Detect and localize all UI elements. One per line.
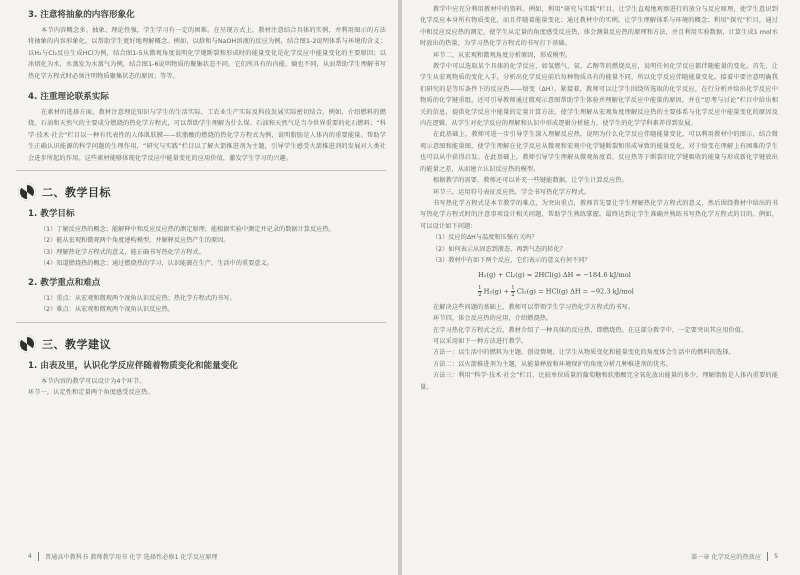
paragraph: 在学习热化学方程式之后，教材介绍了一种具体的反应热，即燃烧热。在这部分教学中，一定要突出其应用价值。 bbox=[433, 326, 748, 334]
divider bbox=[16, 170, 386, 171]
section-heading-goals bbox=[18, 181, 386, 203]
method-item: 方法一：以生活中的燃料为主题，创设情境，让学生从物质变化和能量变化的角度体会生活中的燃料的选择。 bbox=[433, 349, 735, 357]
method-item: 方法二：以火箭推进剂为主题，从能量释放和环境保护的角度分析几种推进剂的优劣。 bbox=[433, 360, 672, 368]
section-swirl-icon bbox=[18, 335, 36, 353]
paragraph: 教学中可以选取某个具体的化学反应，如氢燃气、氨、乙醇等的燃烧反应，说明任何化学反应都伴随能量的变化。首先，让学生从宏观物质的变化入手，分析出化学反应前后每种物质具有的能量不同，所以化学反应伴随能量变化。接着中要注意明确我们研究的是等压条件下的反应热——焓变（ΔH）。紧接着，教师可以让学生围绕所选取的化学反应，在行分析并给出化学反应中物质的化学键重组。还可引导教师通过微观示意图帮助学生体验并理解化学反应中能量的原因，并在“思考与讨论”栏目中给出相关的信息，提供化学反应中能量的定量计算方法，使学生理解从宏观角度理解反应热的主要体系与化学反应中能量变化的原因及内在逻辑，从学生对化学反应的理解和认识中形成逻辑分析能力，使学生的化学学科素养得到发展。 bbox=[420, 63, 778, 128]
footer-chapter: 第一章 化学反应的热效应 bbox=[691, 554, 762, 561]
footer-divider bbox=[38, 552, 39, 561]
left-page bbox=[0, 0, 398, 575]
question-item: （3）教材中有如下两个反应，它们表示的意义有何不同？ bbox=[432, 256, 591, 264]
question-item: （1）反应的ΔH与温度和压强有关吗？ bbox=[432, 234, 538, 242]
footer-right bbox=[691, 552, 778, 561]
goal-item: （2）能从宏观和微观两个角度建构模型，并解释反应热产生的原因。 bbox=[40, 237, 230, 245]
footer-divider bbox=[767, 552, 768, 561]
section-swirl-icon bbox=[18, 183, 36, 201]
page-number: 4 bbox=[28, 553, 32, 560]
fraction bbox=[478, 285, 482, 298]
goal-item: （1）了解反应热的概念；能解释中和反应反应热的测定原理，能根据实验中测定并记录的数据计算反应热。 bbox=[40, 226, 335, 234]
suggest-line: 本节内容的教学可以设计为4个环节。 bbox=[41, 377, 146, 385]
key-item: （1）重点：从宏观和微观两个视角认识反应热；热化学方程式的书写。 bbox=[40, 294, 236, 302]
equation-1: H₂(g) + Cl₂(g) = 2HCl(g) ΔH = −184.6 kJ/mol bbox=[478, 271, 631, 280]
section-title-goals: 二、教学目标 bbox=[42, 186, 111, 200]
divider bbox=[16, 322, 386, 323]
paragraph: 环节二，从宏观和微观角度分析原因，形成模型。 bbox=[433, 51, 572, 59]
goal-item: （4）知道燃烧热的概念；通过燃烧热的学习，认识能源在生产、生活中的重要意义。 bbox=[40, 260, 273, 268]
fraction-numerator: 1 bbox=[478, 285, 482, 292]
footer-book-title: 普通高中教科书 教师教学用书 化学 选择性必修1 化学反应原理 bbox=[44, 554, 218, 561]
paragraph: 环节四，体会反应热的应用，介绍燃烧热。 bbox=[433, 315, 553, 323]
page-number: 5 bbox=[774, 553, 778, 560]
suggest-line: 环节一，认定性和定量两个角度感受反应热。 bbox=[28, 388, 154, 396]
fraction-numerator: 1 bbox=[511, 285, 515, 292]
section-title-suggest: 三、教学建议 bbox=[42, 337, 111, 351]
equation-2-h2: H₂(g) + bbox=[483, 287, 512, 296]
equation-2-cl2: Cl₂(g) = HCl(g) ΔH = −92.3 kJ/mol bbox=[516, 287, 634, 296]
paragraph: 根据教学的需要，教师还可以补充一些键能数据，让学生计算反应热。 bbox=[433, 177, 628, 185]
fraction-denominator: 2 bbox=[511, 292, 515, 299]
equation-2 bbox=[478, 285, 778, 299]
paragraph: 在解决这些问题的基础上，教师可以带领学生学习热化学方程式的书写。 bbox=[433, 303, 635, 311]
heading-goals: 1. 教学目标 bbox=[28, 209, 75, 220]
fraction-denominator: 2 bbox=[478, 292, 482, 299]
paragraph: 环节三，运用符号表征反应热，学会书写热化学方程式。 bbox=[433, 188, 591, 196]
paragraph: 在此基础上，教师可进一步引导学生深入理解反应热，说明为什么化学反应伴随能量变化，可以利用教材中的图示，结合微观示意图和能量图，使学生理解在化学反应从微观和宏观中化学键断裂和形成导致的能量变化，对于焓变在理解上有困难的学生也可以从中获得启发。在此基础上，教师引导学生理解从微观角度看，反应热等于断裂旧化学键吸收的能量与形成新化学键放出的能量之差，从而建立认识反应热的模型。 bbox=[420, 131, 778, 173]
fraction bbox=[511, 285, 515, 298]
heading-abstract: 3. 注意将抽象的内容形象化 bbox=[28, 10, 135, 20]
method-item: 方法三：利用“科学·技术·社会”栏目，比较单位质量的葡萄糖和软脂酸完全氧化放出能量的多少，理解脂肪是人体内重要的能量。 bbox=[420, 372, 778, 391]
right-page bbox=[402, 0, 800, 575]
key-item: （2）难点：从宏观和微观两个视角认识反应热。 bbox=[40, 306, 174, 314]
goal-item: （3）理解热化学方程式的意义，能正确书写热化学方程式。 bbox=[40, 248, 205, 256]
paragraph: 可以采用如下一种方法进行教学。 bbox=[433, 338, 528, 346]
footer-left bbox=[28, 552, 218, 561]
heading-suggest: 1. 由表及里，认识化学反应伴随着物质变化和能量变化 bbox=[28, 360, 238, 371]
paragraph-practice: 在素材的选择方面，教材注意理论知识与学生的生活实际、工农业生产实际及科技发展实际密切结合。例如，介绍燃料的燃烧、石油和天然气的主要成分燃烧的热化学方程式，可以帮助学生理解为什么煤、石油和天然气是当今世界重要的化石燃料；“科学·技术·社会”栏目以一种有代表性的人体肌肤膜——软脂酸的燃烧的热化学方程式为例，说明脂肪是人体内的重要能量。帮助学生正确认识能源的科学问题的生理作用，“研究与实践”栏目以了解火箭推进剂为主题，引导学生感受火箭推进剂的发展对人类社会进步所起的作用。这些素材能够体现化学反应中能量变化的应用价值，激发学生学习的兴趣。 bbox=[28, 109, 386, 162]
heading-keys: 2. 教学重点和难点 bbox=[28, 277, 101, 288]
question-item: （2）如何表示从固态到液态、再到气态的转化？ bbox=[432, 245, 566, 253]
paragraph-abstract: 本节内容概念多、抽象、理论性强，学生学习有一定的困难。在呈现方式上，教材注意结合具体的实例，并利用图示的方法将抽象的内容形象化，以帮助学生更好地理解概念。例如，以焓和与NaOH溶液的反应为例，结合图1-2说明体系与环境的含义；以H₂与Cl₂反应生成HCl为例，结合图1-5从微观角度说明化学键断裂和形成时的能量变化是化学反应中能量变化的主要原因；以冰熔化为水，水蒸发为水蒸气为例，结合图1-6说明物质的聚集状态不同，它们所具有的内能、熵也不同，从而帮助学生理解书写热化学方程式时必须注明物质聚集状态的原因；等等。 bbox=[28, 27, 386, 80]
section-heading-suggest bbox=[18, 333, 386, 355]
heading-practice: 4. 注重理论联系实际 bbox=[28, 92, 109, 103]
paragraph: 书写热化学方程式是本节教学的难点，为突出重点，教师首先要让学生理解热化学方程式的意义，然后围绕教材中给出的书写热化学方程式时的注意事项设计相关问题，帮助学生熟练掌握。最终达到让学生准确并熟练书写热化学方程式的目的。例如，可以设计如下问题： bbox=[420, 199, 778, 230]
paragraph: 教学中应充分利用教材中的资料。例如，利用“研究与实践”栏目，让学生直观地观察进行的放分与反应原理，使学生意识到化学反应本身所有物质变化，而且伴随着能量变化；通过教材中的实例，让学生理解体系与环境的概念；利用“探究”栏目，通过中和反应反应热的测定，使学生从定量的角度感受反应热，体会测量反应热的原理和方法，并且利用实验数据，计算生成1 mol水时放出的热量，为学习热化学方程式的书写打下基础。 bbox=[420, 6, 778, 48]
